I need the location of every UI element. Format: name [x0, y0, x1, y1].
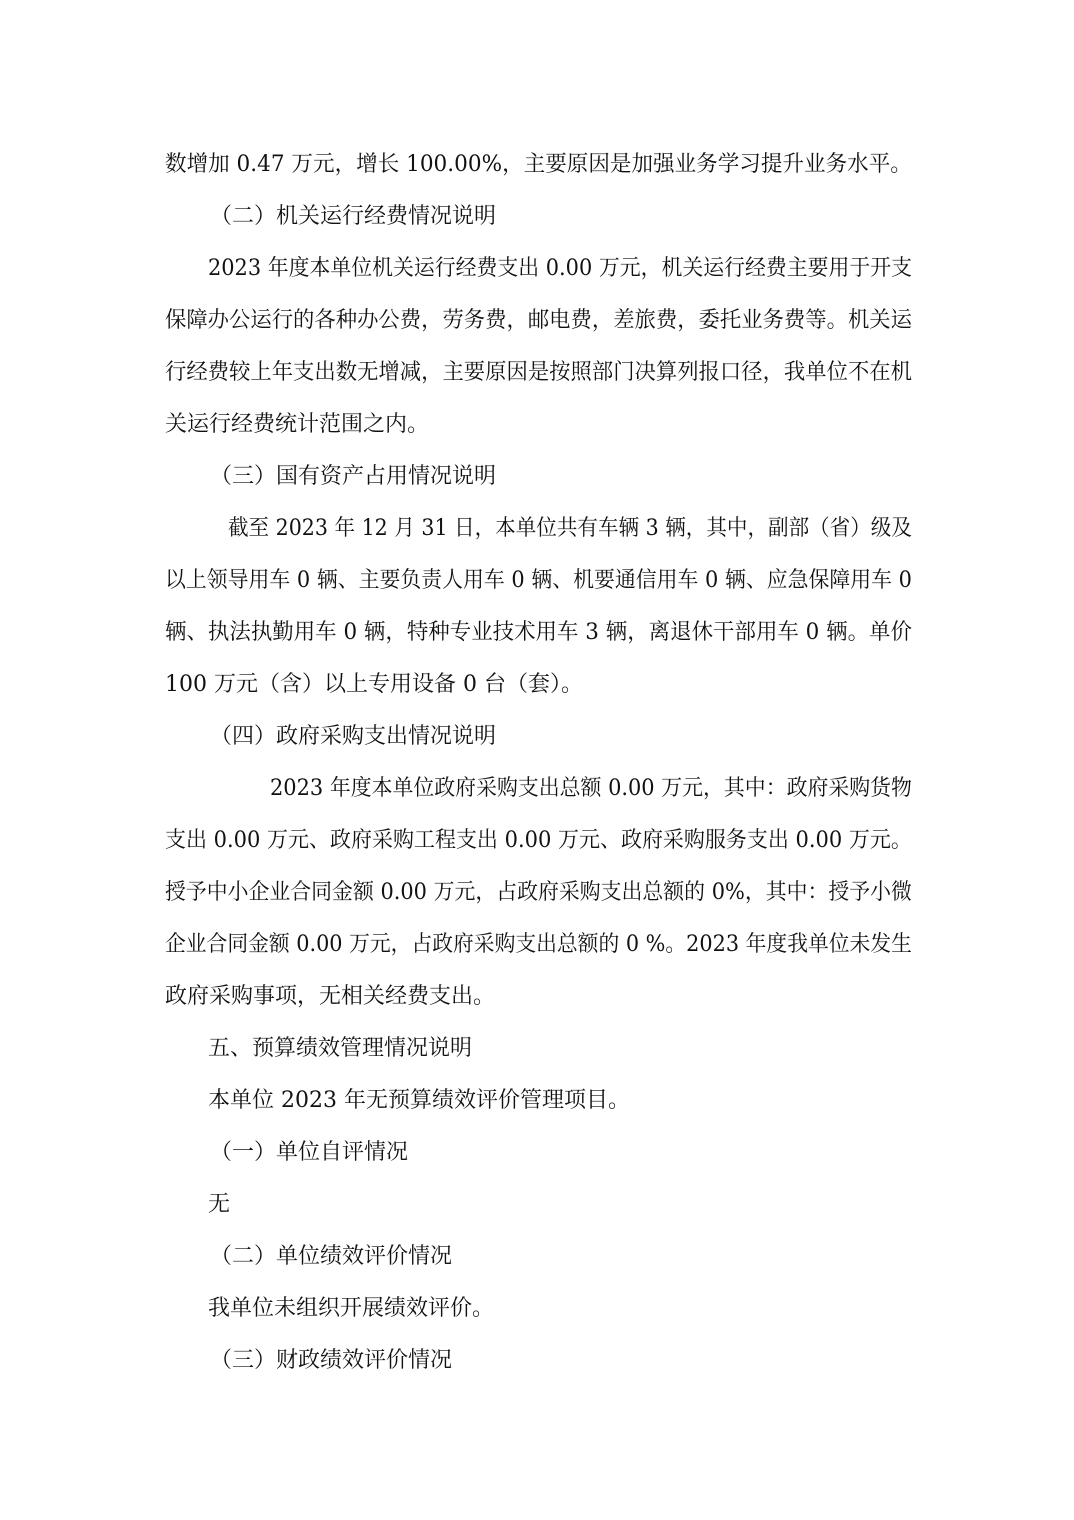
text-line: 政府采购事项，无相关经费支出。: [165, 984, 496, 1009]
section-heading: （三）财政绩效评价情况: [210, 1348, 453, 1373]
text-line: 截至 2023 年 12 月 31 日，本单位共有车辆 3 辆，其中，副部（省）级及: [228, 516, 912, 541]
text-line: 我单位未组织开展绩效评价。: [208, 1296, 495, 1321]
text-line: 辆、执法执勤用车 0 辆，特种专业技术用车 3 辆，离退休干部用车 0 辆。单价: [165, 620, 912, 645]
text-line: 关运行经费统计范围之内。: [165, 412, 430, 437]
section-heading: （一）单位自评情况: [210, 1140, 409, 1165]
text-line: 保障办公运行的各种办公费，劳务费，邮电费，差旅费，委托业务费等。机关运: [165, 308, 912, 333]
section-heading: （二）机关运行经费情况说明: [210, 204, 497, 229]
text-line: 行经费较上年支出数无增减，主要原因是按照部门决算列报口径，我单位不在机: [165, 360, 912, 385]
text-line: 100 万元（含）以上专用设备 0 台（套）。: [165, 672, 583, 697]
section-heading: 五、预算绩效管理情况说明: [208, 1036, 473, 1061]
text-line: 以上领导用车 0 辆、主要负责人用车 0 辆、机要通信用车 0 辆、应急保障用车 0: [165, 568, 912, 593]
text-line: 2023 年度本单位机关运行经费支出 0.00 万元，机关运行经费主要用于开支: [208, 256, 912, 281]
text-line: 数增加 0.47 万元，增长 100.00%，主要原因是加强业务学习提升业务水平。: [165, 152, 912, 177]
text-line: 企业合同金额 0.00 万元，占政府采购支出总额的 0 %。2023 年度我单位未发生: [165, 932, 912, 957]
section-heading: （二）单位绩效评价情况: [210, 1244, 453, 1269]
section-heading: （三）国有资产占用情况说明: [210, 464, 497, 489]
section-heading: （四）政府采购支出情况说明: [210, 724, 497, 749]
text-line: 支出 0.00 万元、政府采购工程支出 0.00 万元、政府采购服务支出 0.00 万元。: [165, 828, 912, 853]
text-line: 无: [208, 1192, 231, 1217]
text-line: 授予中小企业合同金额 0.00 万元，占政府采购支出总额的 0%，其中：授予小微: [165, 880, 912, 905]
text-line: 2023 年度本单位政府采购支出总额 0.00 万元，其中：政府采购货物: [270, 776, 912, 801]
text-line: 本单位 2023 年无预算绩效评价管理项目。: [208, 1088, 630, 1113]
